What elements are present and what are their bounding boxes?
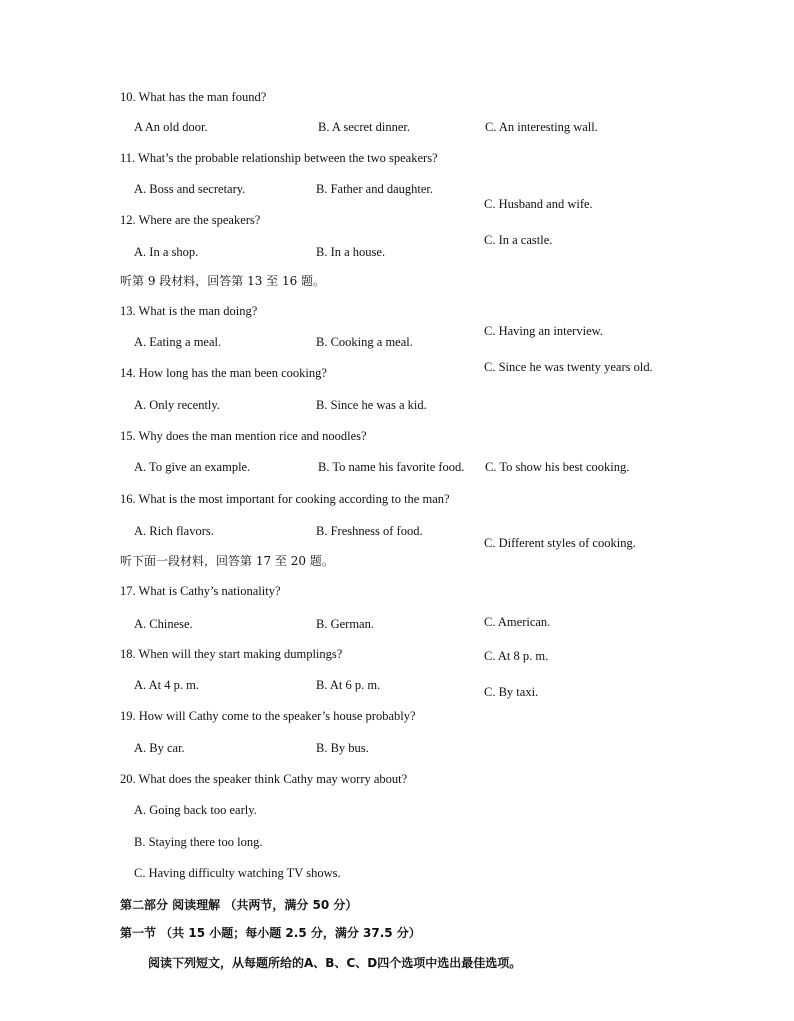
q15-stem: 15. Why does the man mention rice and noodles?	[120, 429, 367, 443]
reading-instruction: 阅读下列短文，从每题所给的A、B、C、D四个选项中选出最佳选项。	[148, 956, 522, 970]
q13-option-a: A. Eating a meal.	[134, 335, 222, 349]
q12-stem: 12. Where are the speakers?	[120, 213, 261, 227]
q10-option-b: B. A secret dinner.	[318, 120, 410, 134]
q14-stem: 14. How long has the man been cooking?	[120, 366, 327, 380]
q19-stem: 19. How will Cathy come to the speaker’s house probably?	[120, 709, 416, 723]
q19-option-a: A. By car.	[134, 741, 185, 755]
q17-option-a: A. Chinese.	[134, 617, 193, 631]
section-1-heading: 第一节 （共 15 小题；每小题 2.5 分，满分 37.5 分）	[120, 926, 421, 940]
q11-option-a: A. Boss and secretary.	[134, 182, 246, 196]
q16-stem: 16. What is the most important for cooking according to the man?	[120, 492, 450, 506]
q15-option-a: A. To give an example.	[134, 460, 251, 474]
q20-stem: 20. What does the speaker think Cathy may worry about?	[120, 772, 408, 786]
q14-option-b: B. Since he was a kid.	[316, 398, 427, 412]
q12-option-b: B. In a house.	[316, 245, 386, 259]
q14-option-a: A. Only recently.	[134, 398, 220, 412]
q16-option-c: C. Different styles of cooking.	[484, 536, 636, 550]
q13-option-c: C. Having an interview.	[484, 324, 603, 338]
q15-option-c: C. To show his best cooking.	[485, 460, 630, 474]
q20-option-a: A. Going back too early.	[134, 803, 257, 817]
q18-option-b: B. At 6 p. m.	[316, 678, 381, 692]
q19-option-c: C. By taxi.	[484, 685, 539, 699]
q18-stem: 18. When will they start making dumplings?	[120, 647, 343, 661]
q11-option-b: B. Father and daughter.	[316, 182, 433, 196]
q17-option-c: C. American.	[484, 615, 551, 629]
section-9-heading: 听第 9 段材料，回答第 13 至 16 题。	[120, 274, 326, 288]
q16-option-b: B. Freshness of food.	[316, 524, 423, 538]
q17-stem: 17. What is Cathy’s nationality?	[120, 584, 281, 598]
q19-option-b: B. By bus.	[316, 741, 369, 755]
q15-option-b: B. To name his favorite food.	[318, 460, 465, 474]
q14-option-c: C. Since he was twenty years old.	[484, 360, 653, 374]
part-2-heading: 第二部分 阅读理解 （共两节，满分 50 分）	[120, 898, 358, 912]
q10-stem: 10. What has the man found?	[120, 90, 267, 104]
q18-option-a: A. At 4 p. m.	[134, 678, 199, 692]
q11-stem: 11. What’s the probable relationship between the two speakers?	[120, 151, 438, 165]
q10-option-c: C. An interesting wall.	[485, 120, 598, 134]
q11-option-c: C. Husband and wife.	[484, 197, 593, 211]
q13-stem: 13. What is the man doing?	[120, 304, 258, 318]
q16-option-a: A. Rich flavors.	[134, 524, 214, 538]
q20-option-c: C. Having difficulty watching TV shows.	[134, 866, 341, 880]
q12-option-c: C. In a castle.	[484, 233, 553, 247]
q18-option-c: C. At 8 p. m.	[484, 649, 549, 663]
q13-option-b: B. Cooking a meal.	[316, 335, 413, 349]
q10-option-a: A An old door.	[134, 120, 208, 134]
section-10-heading: 听下面一段材料，回答第 17 至 20 题。	[120, 554, 334, 568]
q20-option-b: B. Staying there too long.	[134, 835, 263, 849]
q17-option-b: B. German.	[316, 617, 374, 631]
q12-option-a: A. In a shop.	[134, 245, 199, 259]
